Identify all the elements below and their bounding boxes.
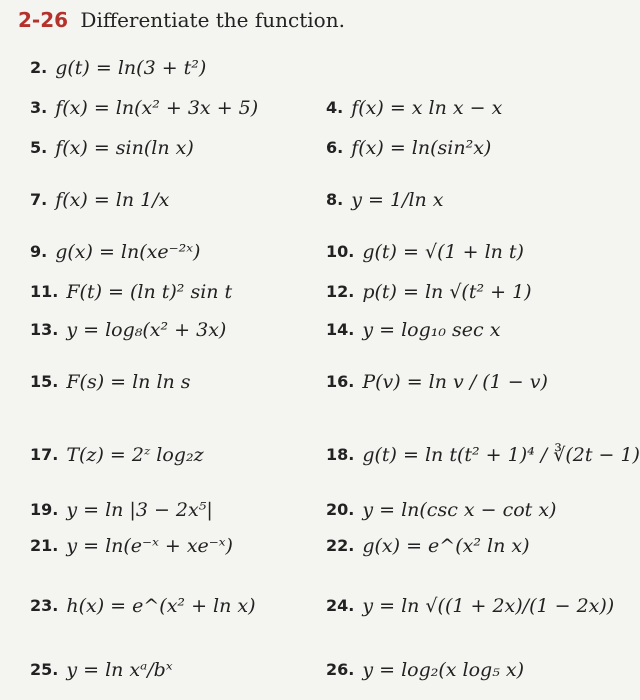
problem-number: 26.	[326, 660, 355, 679]
problem-10	[326, 242, 524, 262]
problem-number: 5.	[30, 138, 48, 157]
problem-expression: F(s) = ln ln s	[66, 370, 191, 393]
problem-expression: F(t) = (ln t)² sin t	[66, 280, 233, 303]
problem-expression: f(x) = ln 1/x	[55, 188, 170, 211]
problem-number: 16.	[326, 372, 355, 391]
problem-3	[30, 98, 258, 118]
problem-number: 6.	[326, 138, 344, 157]
problem-expression: y = ln(csc x − cot x)	[362, 498, 557, 521]
problem-expression: g(t) = ln(3 + t²)	[55, 56, 207, 79]
problem-number: 7.	[30, 190, 48, 209]
problem-number: 14.	[326, 320, 355, 339]
problem-expression: y = 1/ln x	[351, 188, 444, 211]
problem-expression: f(x) = sin(ln x)	[55, 136, 194, 159]
problem-12	[326, 282, 532, 302]
problem-number: 15.	[30, 372, 59, 391]
problem-expression: g(x) = e^(x² ln x)	[362, 534, 530, 557]
problem-9	[30, 242, 200, 262]
problem-15	[30, 372, 191, 392]
problem-8	[326, 190, 444, 210]
problem-26	[326, 660, 524, 680]
problem-expression: g(x) = ln(xe⁻²ˣ)	[55, 240, 201, 263]
problem-number: 24.	[326, 596, 355, 615]
problem-expression: y = ln(e⁻ˣ + xe⁻ˣ)	[66, 534, 233, 557]
problem-number: 3.	[30, 98, 48, 117]
problem-2	[30, 58, 206, 78]
problem-number: 23.	[30, 596, 59, 615]
problem-expression: f(x) = ln(sin²x)	[351, 136, 492, 159]
instruction-text: Differentiate the function.	[80, 8, 345, 32]
problem-expression: y = ln xᵃ/bˣ	[66, 658, 173, 681]
problem-number: 17.	[30, 445, 59, 464]
problem-14	[326, 320, 500, 340]
problem-5	[30, 138, 194, 158]
problem-4	[326, 98, 502, 118]
problem-expression: P(v) = ln v / (1 − v)	[362, 370, 548, 393]
problem-expression: y = log₂(x log₅ x)	[362, 658, 525, 681]
problem-number: 22.	[326, 536, 355, 555]
problem-expression: p(t) = ln √(t² + 1)	[362, 280, 532, 303]
problem-number: 9.	[30, 242, 48, 261]
problem-number: 4.	[326, 98, 344, 117]
problem-16	[326, 372, 548, 392]
problem-7	[30, 190, 169, 210]
problem-6	[326, 138, 491, 158]
problem-number: 21.	[30, 536, 59, 555]
problem-expression: y = log₁₀ sec x	[362, 318, 501, 341]
problem-expression: y = ln √((1 + 2x)/(1 − 2x))	[362, 594, 615, 617]
problem-20	[326, 500, 556, 520]
problem-18	[326, 445, 640, 465]
problem-number: 8.	[326, 190, 344, 209]
problem-25	[30, 660, 173, 680]
problem-expression: f(x) = x ln x − x	[351, 96, 503, 119]
problem-22	[326, 536, 529, 556]
problem-24	[326, 596, 614, 616]
problem-number: 18.	[326, 445, 355, 464]
problem-19	[30, 500, 213, 520]
problem-expression: g(t) = ln t(t² + 1)⁴ / ∛(2t − 1)	[362, 443, 640, 466]
section-heading	[18, 8, 345, 32]
problem-expression: y = log₈(x² + 3x)	[66, 318, 227, 341]
problem-23	[30, 596, 256, 616]
problem-number: 19.	[30, 500, 59, 519]
problem-number: 13.	[30, 320, 59, 339]
problem-13	[30, 320, 226, 340]
problem-number: 12.	[326, 282, 355, 301]
problem-number: 10.	[326, 242, 355, 261]
problem-17	[30, 445, 204, 465]
problem-number: 25.	[30, 660, 59, 679]
exercise-range: 2-26	[18, 8, 69, 32]
problem-21	[30, 536, 233, 556]
problem-number: 20.	[326, 500, 355, 519]
problem-expression: g(t) = √(1 + ln t)	[362, 240, 524, 263]
problem-number: 2.	[30, 58, 48, 77]
problem-11	[30, 282, 232, 302]
problem-expression: y = ln |3 − 2x⁵|	[66, 498, 213, 521]
problem-expression: h(x) = e^(x² + ln x)	[66, 594, 256, 617]
problem-expression: f(x) = ln(x² + 3x + 5)	[55, 96, 259, 119]
problem-expression: T(z) = 2ᶻ log₂z	[66, 443, 204, 466]
problem-number: 11.	[30, 282, 59, 301]
